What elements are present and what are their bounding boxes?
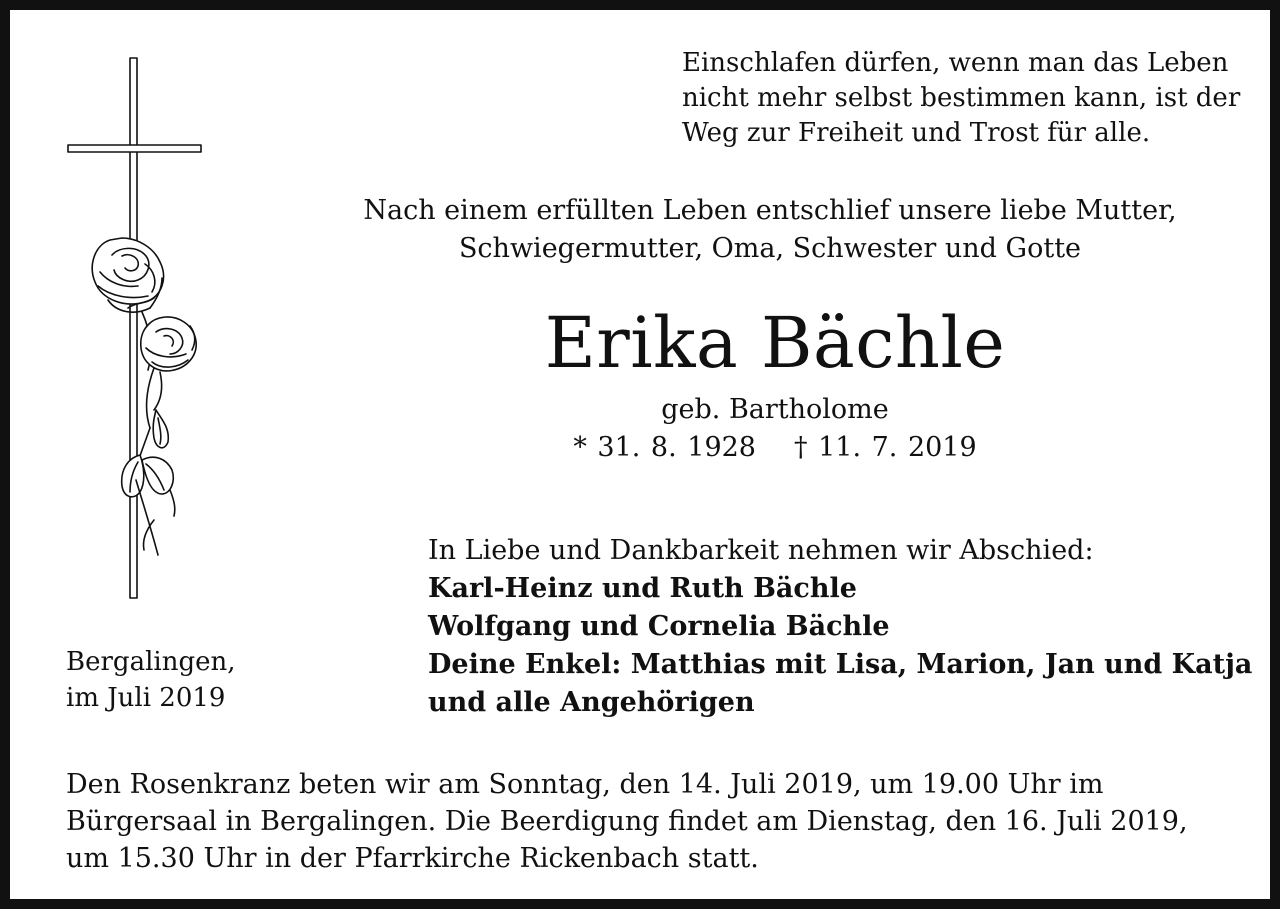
birth-date: * 31. 8. 1928: [573, 432, 756, 463]
death-date: † 11. 7. 2019: [794, 432, 977, 463]
poem-line: Weg zur Freiheit und Trost für alle.: [682, 118, 1151, 148]
mourners-heading: In Liebe und Dankbarkeit nehmen wir Abschied:: [428, 535, 1094, 566]
mourner-name: Wolfgang und Cornelia Bächle: [428, 611, 890, 642]
poem-line: Einschlafen dürfen, wenn man das Leben: [682, 48, 1229, 78]
mourners-block: [428, 532, 1252, 722]
service-line: Den Rosenkranz beten wir am Sonntag, den 14. Juli 2019, um 19.00 Uhr im: [66, 769, 1104, 800]
poem: [682, 46, 1240, 151]
maiden-name: geb. Bartholome: [661, 394, 889, 425]
cross-with-roses-icon: [50, 50, 220, 620]
place-line: Bergalingen,: [66, 647, 236, 677]
mourner-name: Deine Enkel: Matthias mit Lisa, Marion, Jan und Katja: [428, 649, 1253, 680]
life-dates: [370, 430, 1180, 466]
mourner-name: und alle Angehörigen: [428, 687, 755, 718]
service-line: Bürgersaal in Bergalingen. Die Beerdigung findet am Dienstag, den 16. Juli 2019,: [66, 806, 1188, 837]
intro-text: [320, 192, 1220, 268]
mourner-name: Karl-Heinz und Ruth Bächle: [428, 573, 857, 604]
place-line: im Juli 2019: [66, 683, 226, 713]
intro-line: Schwiegermutter, Oma, Schwester und Gotte: [458, 233, 1082, 264]
service-line: um 15.30 Uhr in der Pfarrkirche Rickenbach statt.: [66, 843, 759, 874]
place-and-date: [66, 644, 235, 716]
poem-line: nicht mehr selbst bestimmen kann, ist der: [682, 83, 1241, 113]
intro-line: Nach einem erfüllten Leben entschlief unsere liebe Mutter,: [363, 195, 1177, 226]
deceased-name: Erika Bächle: [544, 302, 1006, 384]
service-info: [66, 766, 1188, 877]
